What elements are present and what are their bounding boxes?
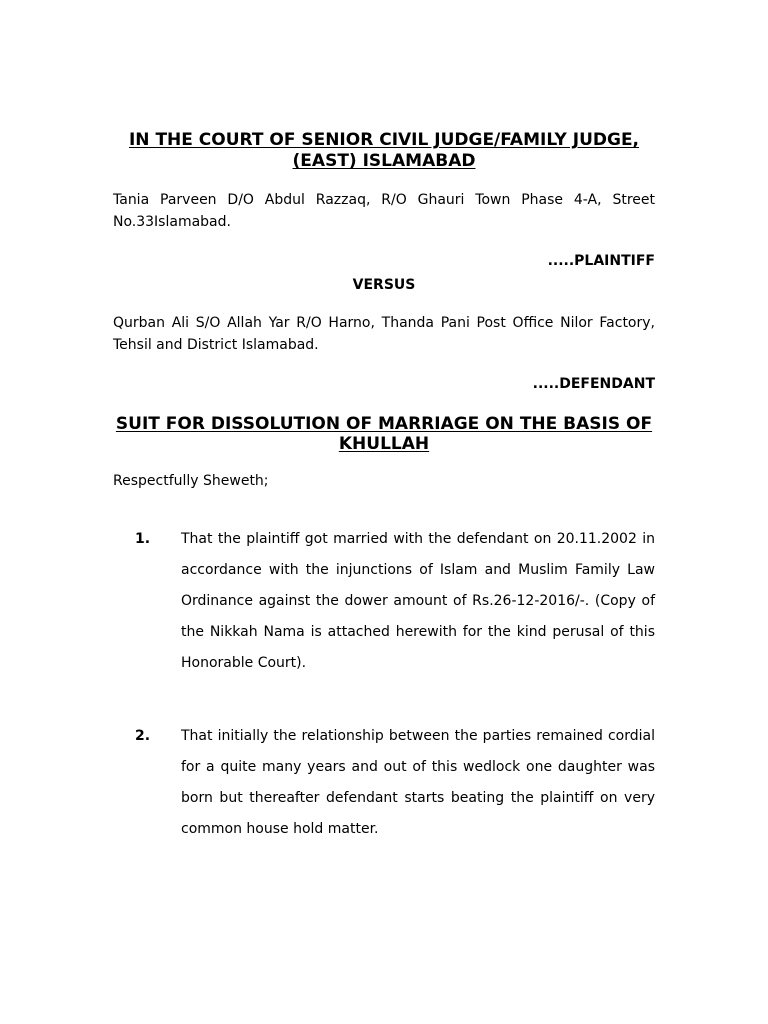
paragraph-text: That the plaintiff got married with the defendant on 20.11.2002 in accordance with the injunctions of Islam and Muslim Family Law Ordinance against the dower amount of Rs.26-12-2016/-. (Copy of the Nikkah Nama is attached herewith for the kind perusal of this Honorable Court).	[181, 531, 655, 671]
paragraph-number: 1.	[135, 531, 151, 547]
versus-label: VERSUS	[352, 277, 416, 293]
defendant-label: .....DEFENDANT	[532, 376, 655, 392]
court-title: IN THE COURT OF SENIOR CIVIL JUDGE/FAMILY JUDGE, (EAST) ISLAMABAD	[128, 130, 640, 171]
suit-title: SUIT FOR DISSOLUTION OF MARRIAGE ON THE BASIS OF KHULLAH	[115, 414, 653, 454]
paragraph-number: 2.	[135, 728, 151, 744]
paragraph-text: That initially the relationship between the parties remained cordial for a quite many years and out of this wedlock one daughter was born but thereafter defendant starts beating the plaintiff on very common house hold matter.	[181, 728, 655, 837]
salutation: Respectfully Sheweth;	[113, 473, 269, 489]
plaintiff-label: .....PLAINTIFF	[547, 253, 655, 269]
plaintiff-details: Tania Parveen D/O Abdul Razzaq, R/O Ghauri Town Phase 4-A, Street No.33Islamabad.	[113, 192, 655, 230]
defendant-details: Qurban Ali S/O Allah Yar R/O Harno, Thanda Pani Post Office Nilor Factory, Tehsil and District Islamabad.	[113, 315, 655, 353]
